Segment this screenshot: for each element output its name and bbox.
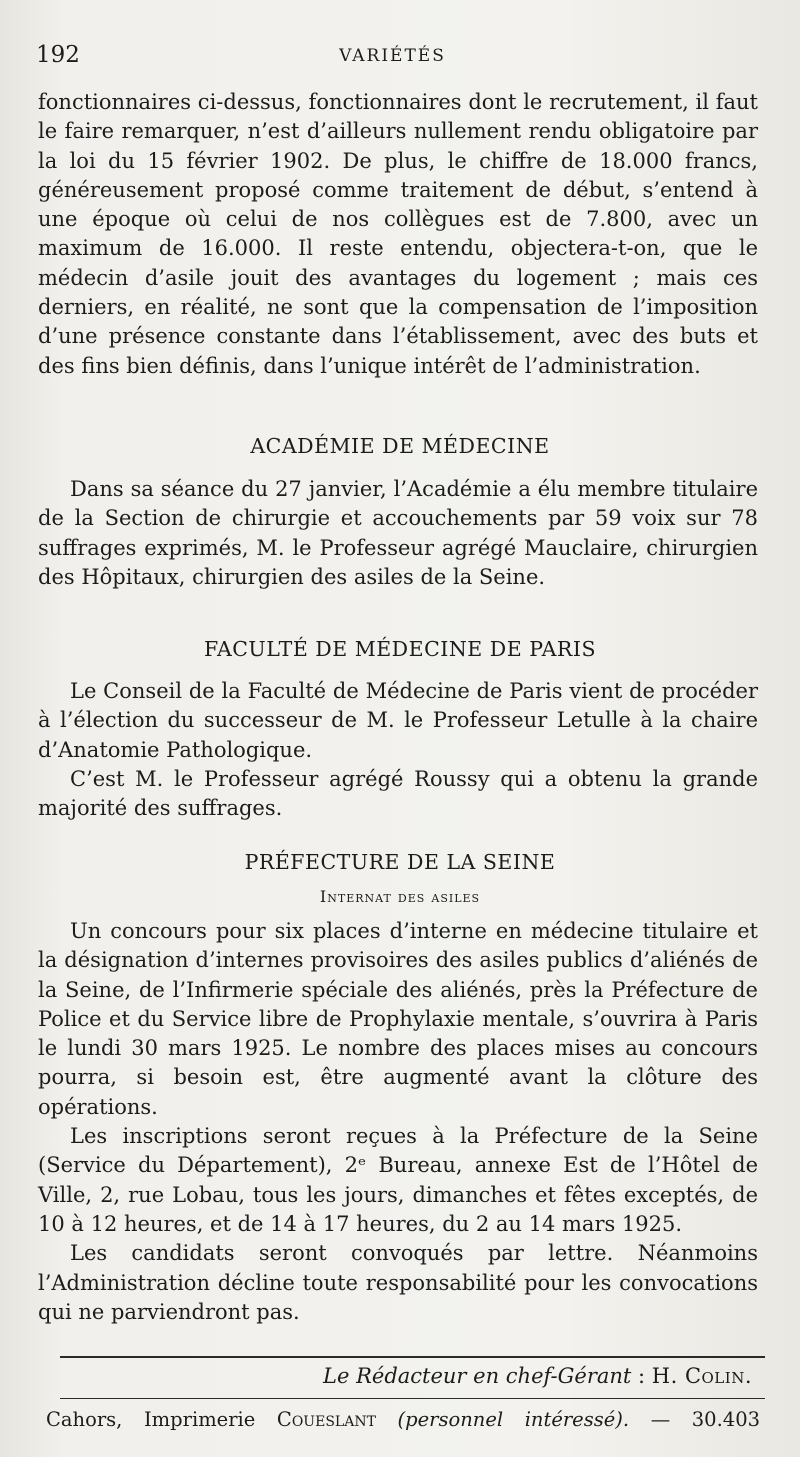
imprint-line bbox=[46, 1408, 760, 1431]
imprint-note: (personnel intéressé). bbox=[397, 1408, 630, 1431]
prefecture-subheading: Internat des asiles bbox=[319, 887, 481, 906]
intro-section bbox=[38, 88, 758, 381]
faculte-paragraph-2: C’est M. le Professeur agrégé Roussy qui a obtenu la grande majorité des suffrages. bbox=[38, 766, 758, 821]
signature-role: Le Rédacteur en chef-Gérant bbox=[323, 1364, 632, 1388]
prefecture-paragraph-3: Les candidats seront convoqués par lettre. Néanmoins l’Administration décline toute responsabilité pour les convocations qui ne parviendront pas. bbox=[38, 1241, 758, 1324]
imprint-number: — 30.403 bbox=[650, 1408, 761, 1431]
prefecture-paragraph-2: Les inscriptions seront reçues à la Préfecture de la Seine (Service du Département), 2ᵉ Bureau, annexe Est de l’Hôtel de Ville, 2, rue Lobau, tous les jours, dimanches et fêtes exceptés, de 10 à 12 heures, et de 14 à 17 heures, du 2 au 14 mars 1925. bbox=[38, 1124, 758, 1236]
faculte-heading: FACULTÉ DE MÉDECINE DE PARIS bbox=[204, 637, 596, 661]
academie-paragraph: Dans sa séance du 27 janvier, l’Académie a élu membre titulaire de la Section de chirurgie et accouchements par 59 voix sur 78 suffrages exprimés, M. le Professeur agrégé Mauclaire, chirurgien des Hôpitaux, chirurgien des asiles de la Seine. bbox=[38, 477, 758, 589]
running-title: VARIÉTÉS bbox=[339, 46, 446, 66]
prefecture-paragraph-1: Un concours pour six places d’interne en médecine titulaire et la désignation d’internes provisoires des asiles publics d’aliénés de la Seine, de l’Infirmerie spéciale des aliénés, près la Préfecture de Police et du Service libre de Prophylaxie mentale, s’ouvrira à Paris le lundi 30 mars 1925. Le nombre des places mises au concours pourra, si besoin est, être augmenté avant la clôture des opérations. bbox=[38, 919, 758, 1119]
academie-section bbox=[38, 475, 758, 592]
signature-name: H. Colin. bbox=[651, 1364, 752, 1388]
running-header bbox=[30, 42, 755, 76]
signature-line bbox=[0, 1364, 752, 1388]
prefecture-section bbox=[38, 917, 758, 1327]
intro-paragraph: fonctionnaires ci-dessus, fonctionnaires dont le recrutement, il faut le faire remarquer, n’est d’ailleurs nullement rendu obligatoire par la loi du 15 février 1902. De plus, le chiffre de 18.000 francs, généreusement proposé comme traitement de début, s’entend à une époque où celui de nos collègues est de 7.800, avec un maximum de 16.000. Il reste entendu, objectera-t-on, que le médecin d’asile jouit des avantages du logement ; mais ces derniers, en réalité, ne sont que la compensation de l’imposition d’une présence constante dans l’établissement, avec des buts et des fins bien définis, dans l’unique intérêt de l’administration. bbox=[38, 90, 758, 378]
page-number: 192 bbox=[36, 42, 80, 68]
prefecture-heading: PRÉFECTURE DE LA SEINE bbox=[244, 850, 556, 874]
imprint-printer: Coueslant bbox=[276, 1408, 376, 1431]
faculte-paragraph-1: Le Conseil de la Faculté de Médecine de Paris vient de procéder à l’élection du successeur de M. le Professeur Letulle à la chaire d’Anatomie Pathologique. bbox=[38, 679, 758, 762]
footer-bottom-rule bbox=[60, 1398, 765, 1399]
imprint-city: Cahors, Imprimerie bbox=[46, 1408, 277, 1431]
footer-top-rule bbox=[60, 1356, 765, 1358]
signature-separator: : bbox=[631, 1364, 652, 1388]
academie-heading: ACADÉMIE DE MÉDECINE bbox=[250, 434, 550, 458]
faculte-section bbox=[38, 677, 758, 823]
